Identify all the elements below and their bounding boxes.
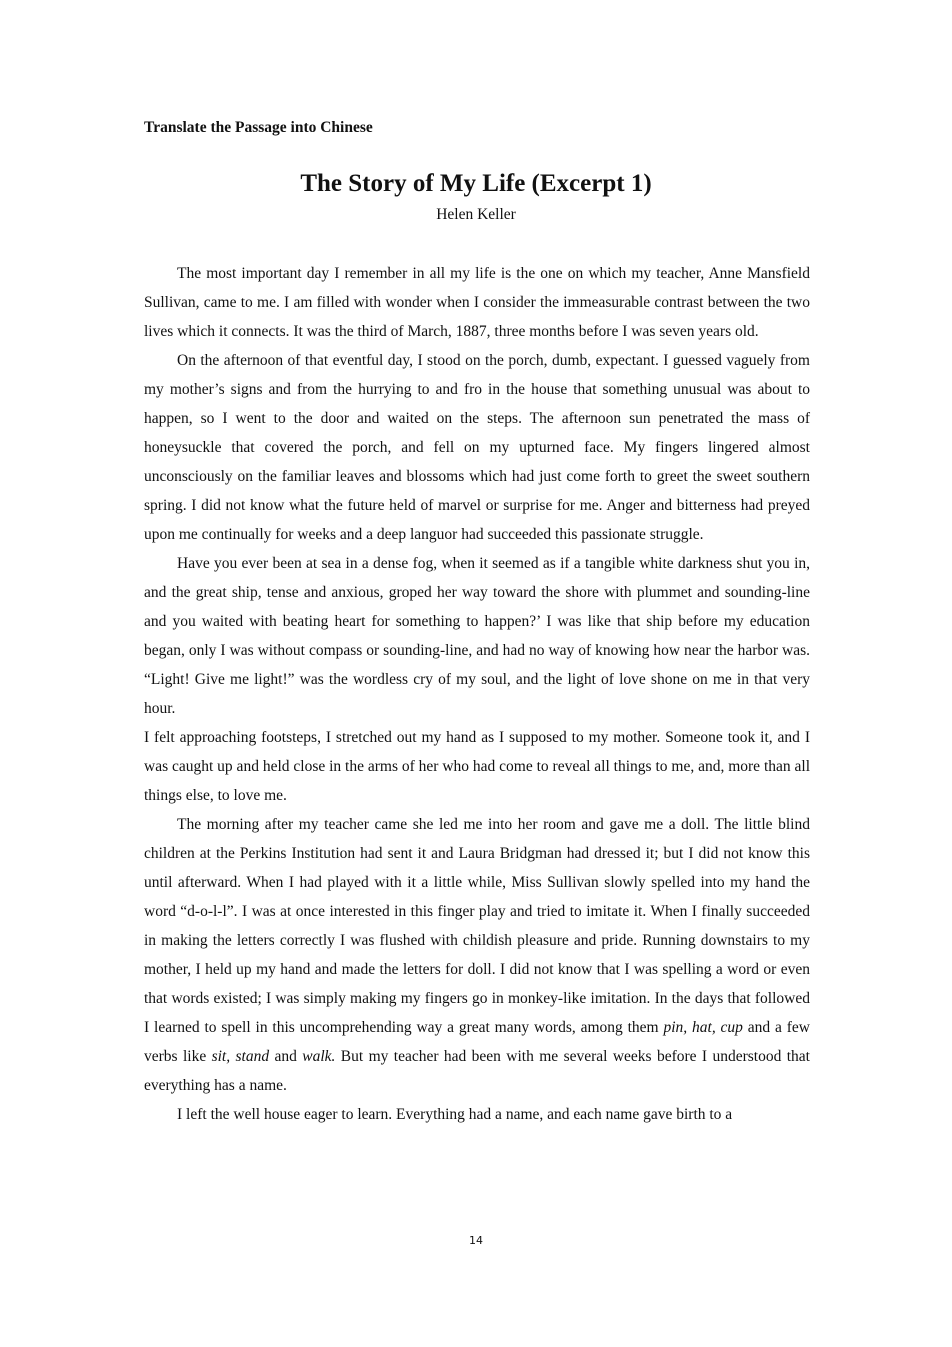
paragraph-5-text-a: The morning after my teacher came she led me into her room and gave me a doll. The little blind children at the Perkins Institution had sent it and Laura Bridgman had dressed it; but I did not know this until afterward. When I had played with it a little while, Miss Sullivan slowly spelled into my hand the word “d-o-l-l”. I was at once interested in this finger play and tried to imitate it. When I finally succeeded in making the letters correctly I was flushed with childish pleasure and pride. Running downstairs to my mother, I held up my hand and made the letters for doll. I did not know that I was spelling a word or even that words existed; I was simply making my fingers go in monkey-like imitation. In the days that followed I learned to spell in this uncomprehending way a great many words, among them	[144, 816, 810, 1036]
paragraph-5-text-d: But my teacher had been with me several weeks before I understood that everything has a name.	[144, 1048, 810, 1094]
document-title: The Story of My Life (Excerpt 1)	[300, 170, 652, 197]
paragraph-5-italic-verbs: sit, stand	[211, 1048, 270, 1065]
paragraph-5-italic-nouns: pin, hat, cup	[663, 1019, 743, 1036]
page-number: 14	[469, 1234, 483, 1247]
author-name: Helen Keller	[436, 206, 516, 223]
paragraph-6: I left the well house eager to learn. Everything had a name, and each name gave birth to a	[177, 1106, 733, 1123]
paragraph-5-text-c: and	[269, 1048, 303, 1065]
paragraph-5	[144, 810, 810, 1100]
paragraph-1: The most important day I remember in all my life is the one on which my teacher, Anne Mansfield Sullivan, came to me. I am filled with wonder when I consider the immeasurable contrast between the two lives which it connects. It was the third of March, 1887, three months before I was seven years old.	[144, 265, 810, 340]
instruction-heading: Translate the Passage into Chinese	[144, 119, 373, 136]
paragraph-5-text-b: and a few verbs like	[144, 1019, 810, 1065]
paragraph-4: I felt approaching footsteps, I stretched out my hand as I supposed to my mother. Someone took it, and I was caught up and held close in the arms of her who had come to reveal all things to me, and, more than all things else, to love me.	[144, 729, 810, 804]
paragraph-3: Have you ever been at sea in a dense fog, when it seemed as if a tangible white darkness shut you in, and the great ship, tense and anxious, groped her way toward the shore with plummet and sounding-line and you waited with beating heart for something to happen?’ I was like that ship before my education began, only I was without compass or sounding-line, and had no way of knowing how near the harbor was. “Light! Give me light!” was the wordless cry of my soul, and the light of love shone on me in that very hour.	[144, 555, 810, 717]
passage-body	[144, 259, 810, 1129]
paragraph-5-italic-walk: walk.	[302, 1048, 336, 1065]
paragraph-2: On the afternoon of that eventful day, I stood on the porch, dumb, expectant. I guessed vaguely from my mother’s signs and from the hurrying to and fro in the house that something unusual was about to happen, so I went to the door and waited on the steps. The afternoon sun penetrated the mass of honeysuckle that covered the porch, and fell on my upturned face. My fingers lingered almost unconsciously on the familiar leaves and blossoms which had just come forth to greet the sweet southern spring. I did not know what the future held of marvel or surprise for me. Anger and bitterness had preyed upon me continually for weeks and a deep languor had succeeded this passionate struggle.	[144, 352, 810, 543]
